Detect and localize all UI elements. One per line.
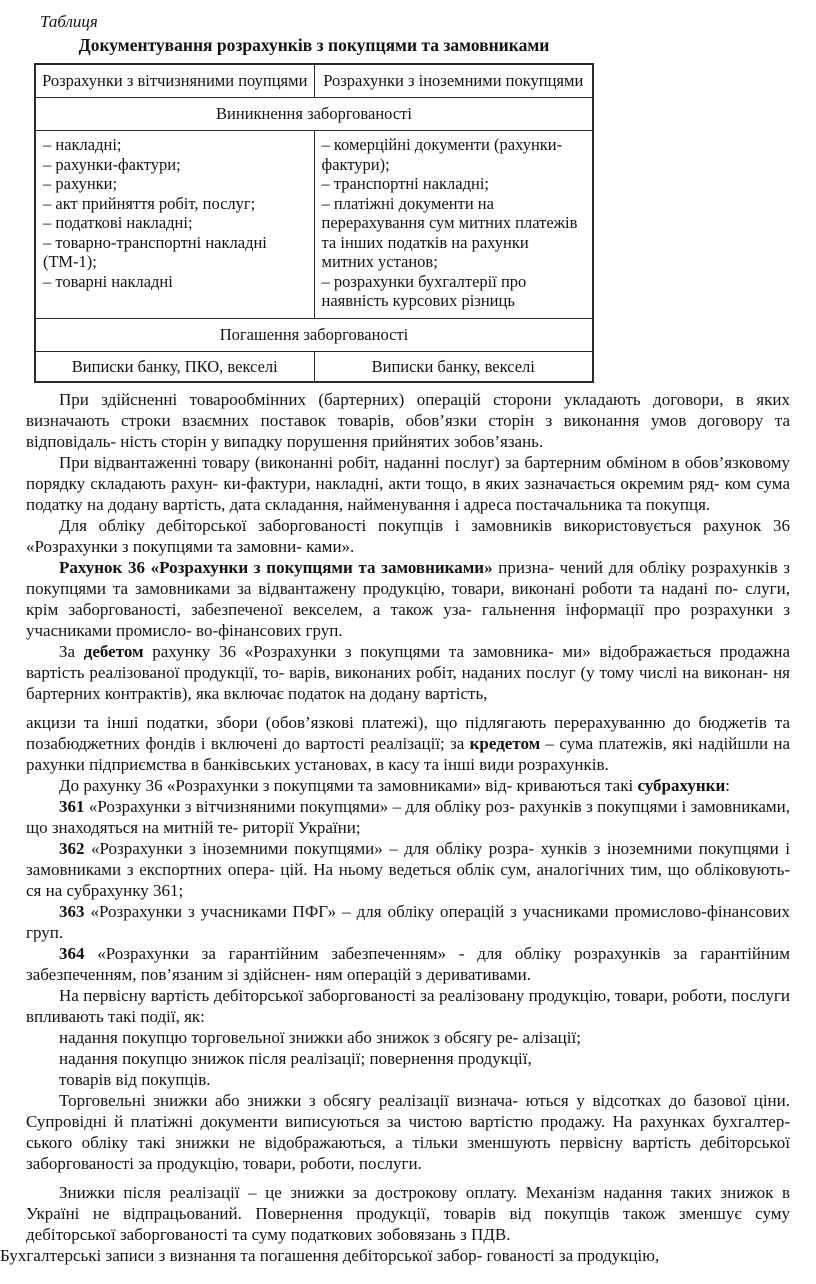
section-debt-repayment: Погашення заборгованості xyxy=(35,318,593,351)
section-debt-origination: Виникнення заборгованості xyxy=(35,98,593,131)
table-repayment-row xyxy=(35,351,593,382)
doc-list-item: – транспортні накладні; xyxy=(321,174,489,193)
documents-table xyxy=(34,63,594,383)
paragraph: Рахунок 36 «Розрахунки з покупцями та замовниками» призна- чений для обліку розрахунків з покупцями та замовниками за відвантажену продукцію, товари, виконані роботи та надані по- слуги, крім заборгованості, забезпеченої векселем, а також уза- гальнення інформації про розрахунки з учасниками промисло- во-фінансових груп. xyxy=(26,557,790,640)
table-docs-row xyxy=(35,131,593,319)
paragraph: 363 «Розрахунки з учасниками ПФГ» – для обліку операцій з учасниками промислово-фінансових груп. xyxy=(26,901,790,942)
paragraph: надання покупцю знижок після реалізації; повернення продукції, xyxy=(59,1048,532,1068)
paragraph: 361 «Розрахунки з вітчизняними покупцями» – для обліку роз- рахунків з покупцями і замовниками, що знаходяться на митній те- риторії України; xyxy=(26,796,790,837)
domestic-docs-cell xyxy=(35,131,314,319)
foreign-repayment-cell: Виписки банку, векселі xyxy=(314,351,593,382)
paragraph: 364 «Розрахунки за гарантійним забезпеченням» - для обліку розрахунків за гарантійним забезпеченням, пов’язаним зі здійснен- ням операцій з деривативами. xyxy=(26,943,790,984)
table-header-row xyxy=(35,64,593,98)
doc-list-item: – акт прийняття робіт, послуг; xyxy=(43,193,256,213)
doc-list-item: – товарно-транспортні накладні (ТМ-1); xyxy=(43,232,267,271)
column-header-domestic: Розрахунки з вітчизняними поупцями xyxy=(35,64,314,98)
paragraph: До рахунку 36 «Розрахунки з покупцями та замовниками» від- криваються такі субрахунки: xyxy=(59,775,730,795)
doc-list-item: – рахунки; xyxy=(43,174,118,193)
table-section-row xyxy=(35,98,593,131)
paragraph: товарів від покупців. xyxy=(59,1069,211,1089)
table-block xyxy=(34,35,594,383)
paragraph: За дебетом рахунку 36 «Розрахунки з покупцями та замовника- ми» відображається продажна вартість реалізованої продукції, то- варів, виконаних робіт, наданих послуг (у тому числі на виконан- ня бартерних контрактів), яка включає податок на додану вартість, xyxy=(26,641,790,703)
paragraph: При відвантаженні товару (виконанні робіт, наданні послуг) за бартерним обміном в обов’язковому порядку складають рахун- ки-фактури, накладні, акти тощо, в яких зазначається окремим ряд- ком сума податку на додану вартість, дата складання, найменування і адреса постачальника та покупця. xyxy=(26,452,790,514)
table-label: Таблиця xyxy=(40,12,98,31)
paragraph: На первісну вартість дебіторської заборгованості за реалізовану продукцію, товари, роботи, послуги впливають такі події, як: xyxy=(26,985,790,1026)
foreign-docs-cell xyxy=(314,131,593,319)
doc-list-item: – накладні; xyxy=(43,135,122,154)
doc-list-item: – податкові накладні; xyxy=(43,213,193,232)
doc-list-item: – розрахунки бухгалтерії про наявність курсових різниць xyxy=(321,271,527,310)
doc-list-item: – товарні накладні xyxy=(43,271,173,291)
paragraph: При здійсненні товарообмінних (бартерних) операцій сторони укладають договори, в яких визначають строки взаємних поставок товарів, обов’язки сторін з виконання умов договору та відповідаль- ність сторін у випадку порушення прийнятих зобов’язань. xyxy=(26,389,790,451)
paragraph: Знижки після реалізації – це знижки за дострокову оплату. Механізм надання таких знижок в Україні не відпрацьований. Повернення продукції, товарів від покупців також зменшує суму дебіторської заборгованості та суму податкових зобовязань з ПДВ. xyxy=(26,1182,790,1244)
paragraph: Для обліку дебіторської заборгованості покупців і замовників використовується рахунок 36 «Розрахунки з покупцями та замовни- ками». xyxy=(26,515,790,556)
table-title: Документування розрахунків з покупцями та замовниками xyxy=(78,35,550,55)
paragraph: 362 «Розрахунки з іноземними покупцями» – для обліку розра- хунків з іноземними покупцями і замовниками з експортних опера- цій. На ньому ведеться облік сум, аналогічних тим, що обліковують- ся на субрахунку 361; xyxy=(26,838,790,900)
doc-list-item: – платіжні документи на перерахування сум митних платежів та інших податків на рахунки митних установ; xyxy=(321,193,578,271)
table-section-row xyxy=(35,318,593,351)
paragraph: акцизи та інші податки, збори (обов’язкові платежі), що підлягають перерахуванню до бюджетів та позабюджетних фондів і включені до вартості реалізації; за кредетом – сума платежів, які надійшли на рахунки підприємства в банківських установах, в касу та інші види розрахунків. xyxy=(26,712,790,774)
paragraph: Бухгалтерські записи з визнання та погашення дебіторської забор- гованості за продукцію, xyxy=(0,1245,660,1265)
paragraph: Торговельні знижки або знижки з обсягу реалізації визнача- ються у відсотках до базової ціни. Супровідні й платіжні документи виписуються за чистою вартістю продажу. На рахунках бухгалтер- ського обліку такі знижки не відображаються, а тільки зменшують первісну вартість дебіторської заборгованості за продукцію, товари, роботи, послуги. xyxy=(26,1090,790,1173)
domestic-repayment-cell: Виписки банку, ПКО, векселі xyxy=(35,351,314,382)
doc-list-item: – рахунки-фактури; xyxy=(43,154,181,174)
column-header-foreign: Розрахунки з іноземними покупцями xyxy=(314,64,593,98)
document-body xyxy=(0,389,790,1266)
doc-list-item: – комерційні документи (рахунки-фактури); xyxy=(321,135,563,174)
paragraph: надання покупцю торговельної знижки або знижок з обсягу ре- алізації; xyxy=(59,1027,581,1047)
